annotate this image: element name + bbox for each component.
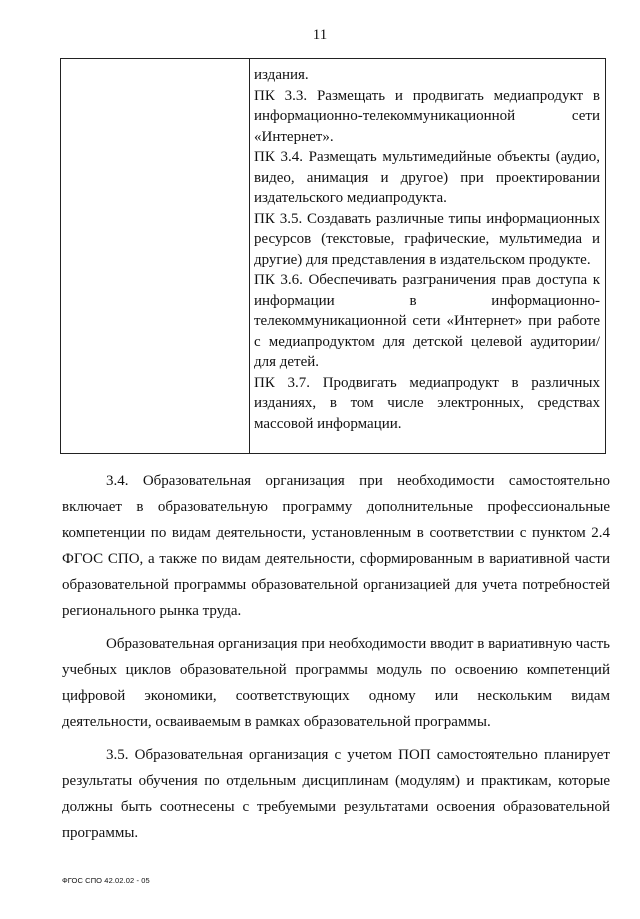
paragraph: 3.5. Образовательная организация с учетом ПОП самостоятельно планирует результаты обучения по отдельным дисциплинам (модулям) и практикам, которые должны быть соотнесены с требуемыми результатами освоения образовательной программы. [62, 747, 610, 841]
paragraph: 3.4. Образовательная организация при необходимости самостоятельно включает в образовательную программу дополнительные профессиональные компетенции по видам деятельности, установленным в соответствии с пунктом 2.4 ФГОС СПО, а также по видам деятельности, сформированным в вариативной части образовательной программы образовательной организацией для учета потребностей регионального рынка труда. [62, 473, 610, 619]
competency-item: ПК 3.7. Продвигать медиапродукт в различных изданиях, в том числе электронных, средствах массовой информации. [254, 374, 600, 432]
paragraph: Образовательная организация при необходимости вводит в вариативную часть учебных циклов образовательной программы модуль по освоению компетенций цифровой экономики, соответствующих одному или нескольким видам деятельности, осваиваемым в рамках образовательной программы. [62, 636, 610, 730]
competency-item: ПК 3.5. Создавать различные типы информационных ресурсов (текстовые, графические, мультимедиа и другие) для представления в издательском продукте. [254, 210, 600, 268]
table-column-divider [249, 59, 250, 453]
competency-item: издания. [254, 67, 309, 83]
competency-item: ПК 3.3. Размещать и продвигать медиапродукт в информационно-телекоммуникационной сети «Интернет». [254, 87, 600, 145]
competency-item: ПК 3.6. Обеспечивать разграничения прав доступа к информации в информационно-телекоммуникационной сети «Интернет» при работе с медиапродуктом для детской целевой аудитории/для детей. [254, 272, 600, 370]
table-right-cell [254, 65, 600, 434]
page-number: 11 [312, 27, 328, 43]
document-footer: ФГОС СПО 42.02.02 - 05 [62, 876, 150, 885]
document-body [62, 468, 610, 853]
competencies-table [60, 58, 606, 454]
competency-item: ПК 3.4. Размещать мультимедийные объекты (аудио, видео, анимация и другое) при проектировании издательского медиапродукта. [254, 149, 600, 206]
